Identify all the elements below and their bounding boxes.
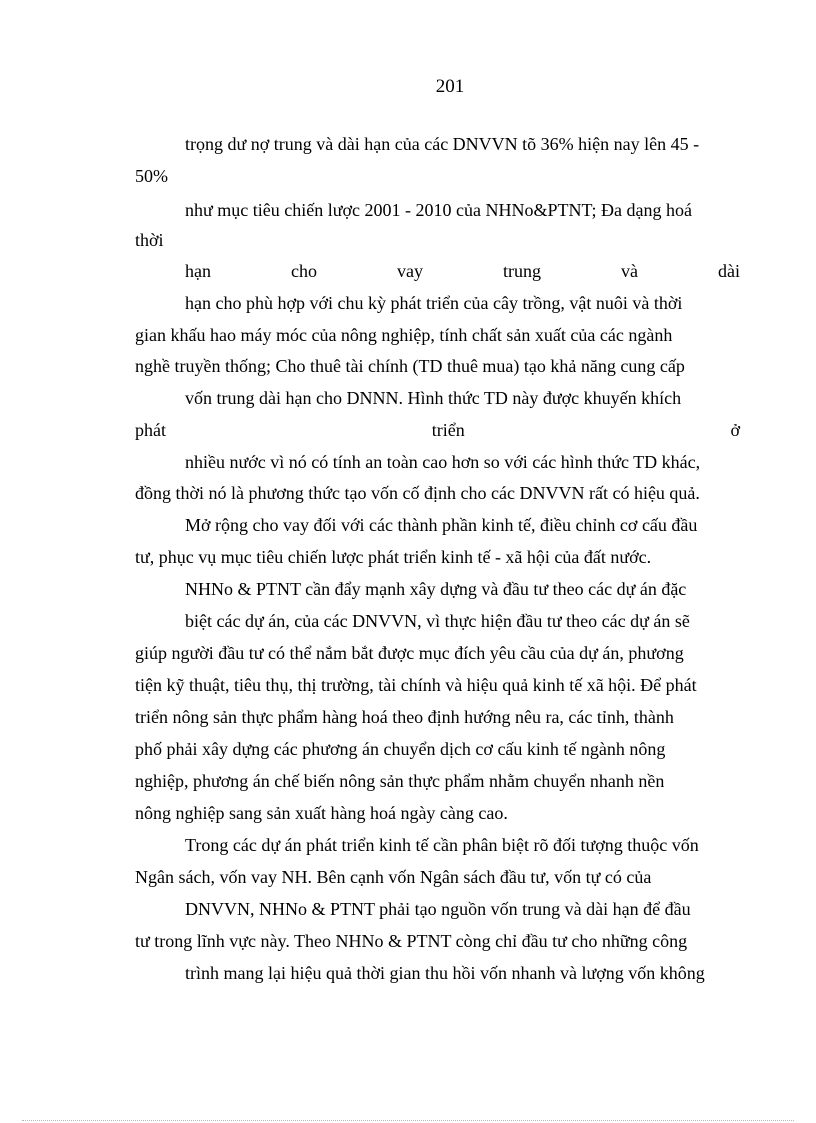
text-line: hạn cho phù hợp với chu kỳ phát triển của cây trồng, vật nuôi và thời	[185, 293, 683, 313]
text-line: thời	[135, 230, 164, 250]
text-line: trọng dư nợ trung và dài hạn của các DNVVN tõ 36% hiện nay lên 45 -	[185, 134, 700, 154]
text-line: vốn trung dài hạn cho DNNN. Hình thức TD này được khuyến khích	[185, 388, 682, 408]
page-bottom-divider	[22, 1120, 794, 1121]
text-line: tiện kỹ thuật, tiêu thụ, thị trường, tài chính và hiệu quả kinh tế xã hội. Để phát	[135, 675, 697, 695]
text-line: nghề truyền thống; Cho thuê tài chính (TD thuê mua) tạo khả năng cung cấp	[135, 356, 685, 376]
word: và	[621, 261, 638, 281]
text-line: tư, phục vụ mục tiêu chiến lược phát triển kinh tế - xã hội của đất nước.	[135, 547, 652, 567]
text-line: 50%	[135, 166, 168, 186]
text-line: nhiều nước vì nó có tính an toàn cao hơn so với các hình thức TD khác,	[185, 452, 701, 472]
text-line: biệt các dự án, của các DNVVN, vì thực hiện đầu tư theo các dự án sẽ	[185, 611, 690, 631]
text-line-spread	[185, 259, 740, 283]
text-line-spread	[135, 418, 740, 442]
word: ở	[730, 420, 740, 440]
text-line: Ngân sách, vốn vay NH. Bên cạnh vốn Ngân sách đầu tư, vốn tự có của	[135, 867, 652, 887]
text-line: tư trong lĩnh vực này. Theo NHNo & PTNT còng chỉ đầu tư cho những công	[135, 931, 688, 951]
word: dài	[718, 261, 740, 281]
text-line: đồng thời nó là phương thức tạo vốn cố định cho các DNVVN rất có hiệu quả.	[135, 483, 700, 503]
word: cho	[291, 261, 317, 281]
page-number: 201	[435, 76, 465, 97]
text-line: gian khấu hao máy móc của nông nghiệp, tính chất sản xuất của các ngành	[135, 325, 673, 345]
text-line: NHNo & PTNT cần đẩy mạnh xây dựng và đầu tư theo các dự án đặc	[185, 579, 687, 599]
text-line: giúp người đầu tư có thể nắm bắt được mục đích yêu cầu của dự án, phương	[135, 643, 684, 663]
text-line: như mục tiêu chiến lược 2001 - 2010 của NHNo&PTNT; Đa dạng hoá	[185, 200, 692, 220]
text-line: triển nông sản thực phẩm hàng hoá theo định hướng nêu ra, các tỉnh, thành	[135, 707, 674, 727]
word: hạn	[185, 261, 211, 281]
text-line: Trong các dự án phát triển kinh tế cần phân biệt rõ đối tượng thuộc vốn	[185, 835, 699, 855]
text-line: phố phải xây dựng các phương án chuyển dịch cơ cấu kinh tế ngành nông	[135, 739, 666, 759]
word: phát	[135, 420, 166, 440]
text-line: trình mang lại hiệu quả thời gian thu hồi vốn nhanh và lượng vốn không	[185, 963, 705, 983]
text-line: nông nghiệp sang sản xuất hàng hoá ngày càng cao.	[135, 803, 508, 823]
word: trung	[503, 261, 541, 281]
text-line: Mở rộng cho vay đối với các thành phần kinh tế, điều chỉnh cơ cấu đầu	[185, 515, 698, 535]
text-line: DNVVN, NHNo & PTNT phải tạo nguồn vốn trung và dài hạn để đầu	[185, 899, 691, 919]
word: triển	[431, 420, 465, 440]
word: vay	[397, 261, 423, 281]
text-line: nghiệp, phương án chế biến nông sản thực phẩm nhằm chuyển nhanh nền	[135, 771, 665, 791]
